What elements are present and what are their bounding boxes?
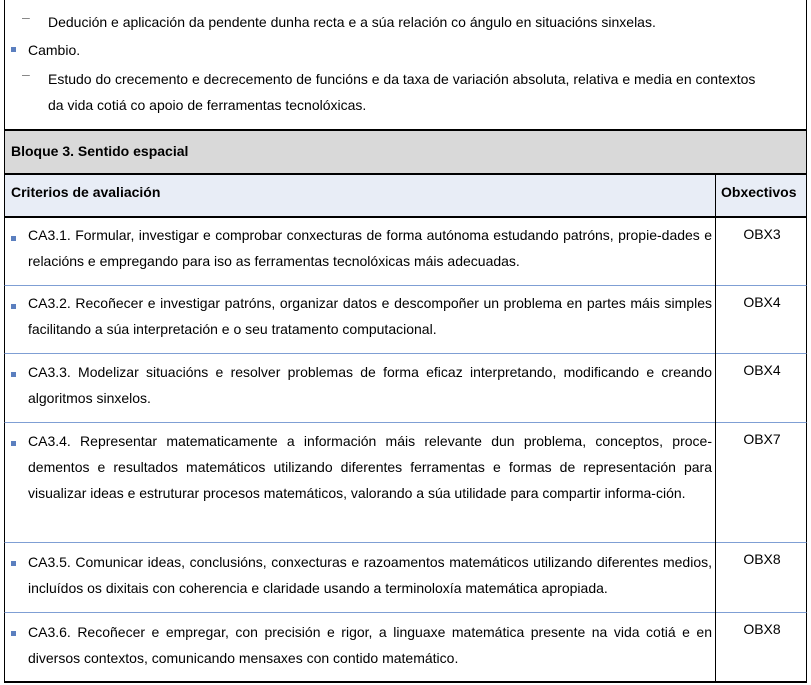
- block-heading: [4, 129, 807, 175]
- objective-code: OBX4: [743, 362, 781, 378]
- table-row: [4, 218, 807, 286]
- square-bullet-icon: [11, 561, 16, 566]
- text-line: Estudo do crecemento e decrecemento de funcións e da taxa de variación absoluta, relativa e media en contextos: [48, 71, 756, 87]
- dash-bullet: –: [22, 9, 30, 25]
- block-title: Bloque 3. Sentido espacial: [11, 143, 189, 159]
- criterion-text: CA3.5. Comunicar ideas, conclusións, conxecturas e razoamentos matemáticos utilizando diferentes medios, incluídos os dixitais con coherencia e claridade usando a terminoloxía matemática apropiada.: [28, 554, 712, 596]
- criterion-text: CA3.6. Recoñecer e empregar, con precisión e rigor, a linguaxe matemática presente na vida cotiá e en diversos contextos, comunicando mensaxes con contido matemático.: [28, 624, 712, 666]
- objective-code: OBX8: [743, 621, 781, 637]
- square-bullet-icon: [11, 372, 16, 377]
- dash-bullet: –: [22, 66, 30, 82]
- criterion-text: CA3.2. Recoñecer e investigar patróns, organizar datos e descompoñer un problema en partes máis simples facilitando a súa interpretación e o seu tratamento computacional.: [28, 295, 712, 337]
- table-row: [4, 423, 807, 543]
- criterion-text: CA3.1. Formular, investigar e comprobar conxecturas de forma autónoma estudando patróns, propie-dades e relacións e empregando para iso as ferramentas tecnolóxicas máis adecuadas.: [28, 227, 712, 269]
- criterion-text: CA3.4. Representar matematicamente a información máis relevante dun problema, conceptos, proce-dementos e resultados matemáticos utilizando diferentes ferramentas e formas de representación para visualizar ideas e estruturar procesos matemáticos, valorando a súa utilidade para compartir informa-ción.: [28, 433, 712, 501]
- table-row: [4, 543, 807, 613]
- criteria-header: Criterios de avaliación: [11, 184, 161, 200]
- table-header: [4, 175, 807, 218]
- objective-code: OBX4: [743, 294, 781, 310]
- text-line: da vida cotiá co apoio de ferramentas tecnolóxicas.: [48, 97, 367, 113]
- square-bullet-icon: [11, 441, 16, 446]
- square-bullet-icon: [11, 304, 16, 309]
- table-row: [4, 354, 807, 423]
- square-bullet-icon: [11, 631, 16, 636]
- text-line: Dedución e aplicación da pendente dunha recta e a súa relación co ángulo en situacións sinxelas.: [48, 14, 656, 30]
- previous-block-content: [4, 0, 807, 129]
- criterion-text: CA3.3. Modelizar situacións e resolver problemas de forma eficaz interpretando, modificando e creando algoritmos sinxelos.: [28, 364, 712, 406]
- column-divider: [715, 175, 716, 683]
- objective-code: OBX7: [743, 431, 781, 447]
- objectives-header: Obxectivos: [721, 184, 797, 200]
- objective-code: OBX8: [743, 551, 781, 567]
- objective-code: OBX3: [743, 226, 781, 242]
- table-row: [4, 286, 807, 354]
- square-bullet-icon: [11, 47, 16, 52]
- square-bullet-icon: [11, 236, 16, 241]
- table-row: [4, 613, 807, 683]
- text-line: Cambio.: [28, 42, 81, 58]
